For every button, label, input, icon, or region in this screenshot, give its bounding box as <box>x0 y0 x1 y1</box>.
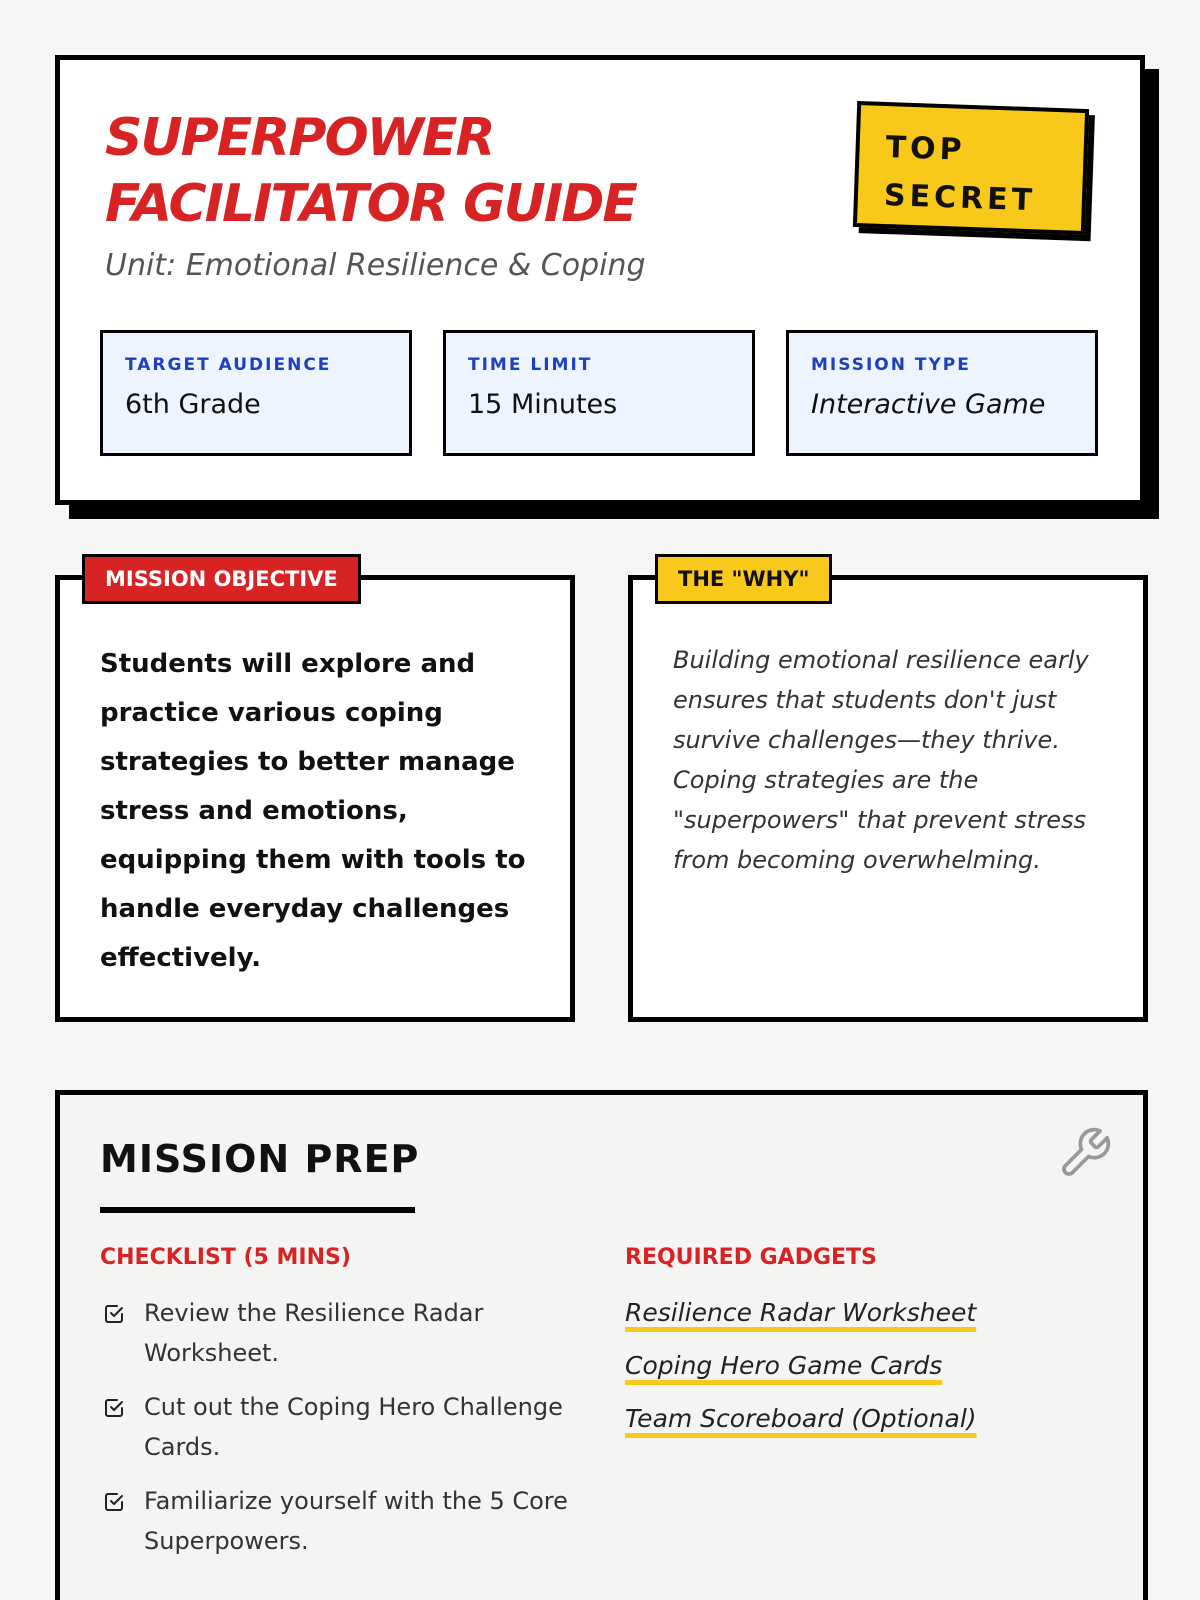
mission-prep-title: MISSION PREP <box>100 1137 420 1181</box>
checklist-item <box>100 1387 570 1467</box>
checklist-heading: CHECKLIST (5 MINS) <box>100 1245 351 1270</box>
title-line-1: SUPERPOWER <box>105 108 494 168</box>
why-text: Building emotional resilience early ensures that students don't just survive challenges—they thrive. Coping strategies are the "superpowers" that prevent stress from becoming overwhelming. <box>673 646 1089 874</box>
wrench-icon <box>1057 1125 1113 1181</box>
gadget-name: Coping Hero Game Cards <box>625 1351 943 1380</box>
stamp-line-1: TOP <box>885 130 967 168</box>
why-panel <box>628 567 1148 1022</box>
checklist-item <box>100 1481 570 1561</box>
checklist-item <box>100 1293 570 1373</box>
checklist <box>100 1293 570 1575</box>
why-tag: THE "WHY" <box>655 554 832 604</box>
title-line-2: FACILITATOR GUIDE <box>105 174 636 234</box>
checkbox-icon <box>102 1490 126 1514</box>
stamp-line-2: SECRET <box>883 177 1037 219</box>
stat-mission-type <box>786 330 1098 456</box>
gadgets-list <box>625 1293 977 1452</box>
stat-label: TIME LIMIT <box>468 355 593 375</box>
checklist-item-text: Review the Resilience Radar Worksheet. <box>144 1299 484 1367</box>
title-underline <box>100 1207 415 1213</box>
header-card <box>55 55 1145 505</box>
gadget-item <box>625 1346 977 1386</box>
stat-label: MISSION TYPE <box>811 355 971 375</box>
gadget-item <box>625 1399 977 1439</box>
mission-objective-tag: MISSION OBJECTIVE <box>82 554 361 604</box>
gadget-name: Resilience Radar Worksheet <box>625 1298 977 1327</box>
checkbox-icon <box>102 1396 126 1420</box>
mission-objective-text: Students will explore and practice various coping strategies to better manage stress and emotions, equipping them with tools to handle everyday challenges effectively. <box>100 649 526 973</box>
top-secret-stamp <box>853 101 1089 235</box>
mission-objective-panel <box>55 567 575 1022</box>
stat-label: TARGET AUDIENCE <box>125 355 332 375</box>
page-title <box>105 105 825 237</box>
stat-value: 6th Grade <box>125 389 261 420</box>
stat-time-limit <box>443 330 755 456</box>
stat-value: Interactive Game <box>811 389 1046 420</box>
checkbox-icon <box>102 1302 126 1326</box>
stat-value: 15 Minutes <box>468 389 618 420</box>
checklist-item-text: Cut out the Coping Hero Challenge Cards. <box>144 1393 563 1461</box>
checklist-item-text: Familiarize yourself with the 5 Core Superpowers. <box>144 1487 568 1555</box>
gadgets-heading: REQUIRED GADGETS <box>625 1245 877 1270</box>
stat-target-audience <box>100 330 412 456</box>
gadget-name: Team Scoreboard (Optional) <box>625 1404 977 1433</box>
unit-subtitle: Unit: Emotional Resilience & Coping <box>105 248 646 283</box>
mission-prep-section <box>55 1090 1148 1600</box>
gadget-item <box>625 1293 977 1333</box>
